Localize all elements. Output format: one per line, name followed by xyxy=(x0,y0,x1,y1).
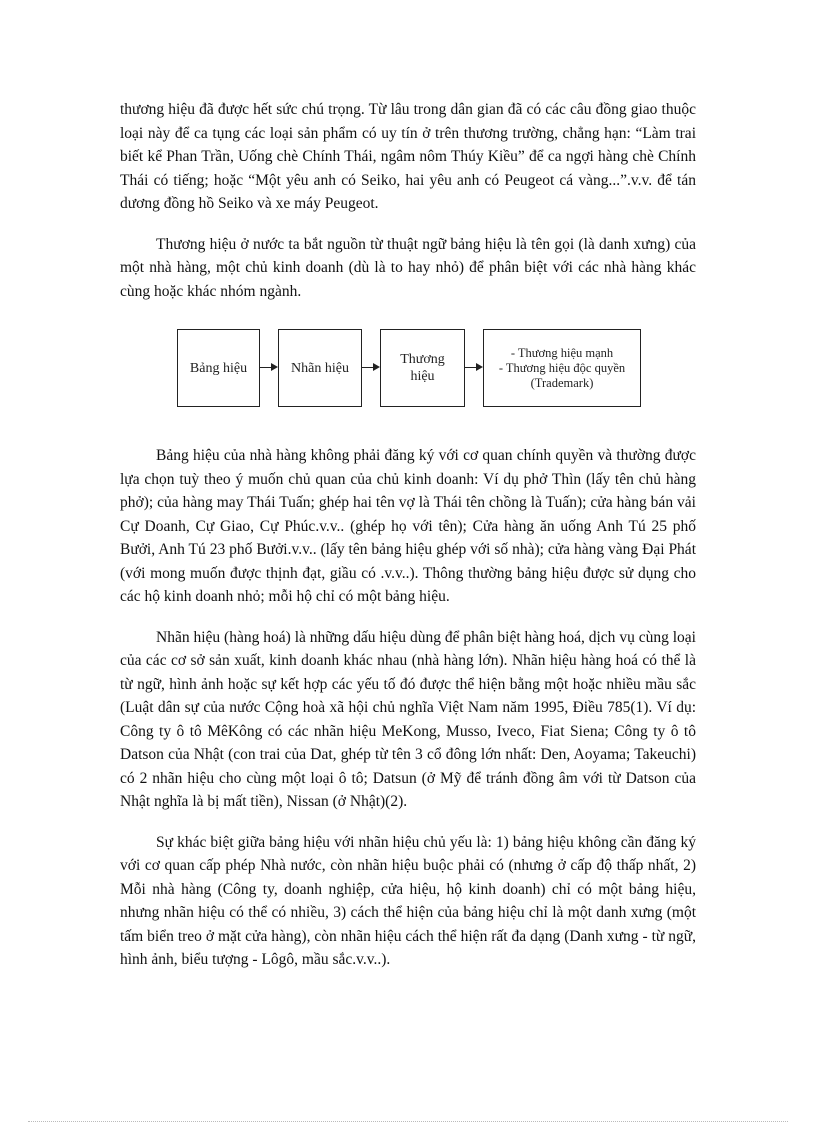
diagram-box-bang-hieu: Bảng hiệu xyxy=(177,329,260,407)
diagram-box-thuong-hieu: Thương hiệu xyxy=(380,329,465,407)
trademark-line-strong: - Thương hiệu mạnh xyxy=(510,345,614,360)
arrow-right-icon xyxy=(260,367,276,368)
diagram-box-nhan-hieu: Nhãn hiệu xyxy=(278,329,362,407)
trademark-line-label: (Trademark) xyxy=(530,375,594,390)
arrow-right-icon xyxy=(362,367,378,368)
trademark-line-exclusive: - Thương hiệu độc quyền xyxy=(498,360,626,375)
paragraph-intro: thương hiệu đã được hết sức chú trọng. Từ lâu trong dân gian đã có các câu đồng giao thuộc loại này để ca tụng các loại sản phẩm có uy tín ở trên thương trường, chẳng hạn: “Làm trai biết kể Phan Trần, Uống chè Chính Thái, ngâm nôm Thúy Kiều” để ca ngợi hàng chè Chính Thái có tiếng; hoặc “Một yêu anh có Seiko, hai yêu anh có Peugeot cá vàng...”.v.v. để tán dương đồng hồ Seiko và xe máy Peugeot. xyxy=(120,101,696,212)
paragraph-difference: Sự khác biệt giữa bảng hiệu với nhãn hiệu chủ yếu là: 1) bảng hiệu không cần đăng ký với cơ quan cấp phép Nhà nước, còn nhãn hiệu buộc phải có (nhưng ở cấp độ thấp nhất, 2) Mỗi nhà hàng (Công ty, doanh nghiệp, cửa hiệu, hộ kinh doanh) chỉ có một bảng hiệu, nhưng nhãn hiệu có thể có nhiều, 3) cách thể hiện của bảng hiệu chỉ là một danh xưng (một tấm biển treo ở mặt cửa hàng), còn nhãn hiệu cách thể hiện rất đa dạng (Danh xưng - từ ngữ, hình ảnh, biểu tượng - Lôgô, mầu sắc.v.v..). xyxy=(120,833,696,968)
document-page xyxy=(120,98,696,989)
page-bottom-divider xyxy=(28,1121,788,1122)
brand-flow-diagram xyxy=(120,320,696,420)
paragraph-bang-hieu: Bảng hiệu của nhà hàng không phải đăng ký với cơ quan chính quyền và thường được lựa chọn tuỳ theo ý muốn chủ quan của chủ kinh doanh: Ví dụ phở Thìn (lấy tên chủ hàng phở); của hàng may Thái Tuấn; ghép hai tên vợ là Thái tên chồng là Tuấn); cửa hàng bán vải Cự Doanh, Cự Giao, Cự Phúc.v.v.. (ghép họ với tên); Cửa hàng ăn uống Anh Tú 25 phố Bưởi, Anh Tú 23 phố Bưởi.v.v.. (lấy tên bảng hiệu ghép với số nhà); cửa hàng vàng Đại Phát (với mong muốn được thịnh đạt, giầu có .v.v..). Thông thường bảng hiệu được sử dụng cho các hộ kinh doanh nhỏ; mỗi hộ chỉ có một bảng hiệu. xyxy=(120,447,696,605)
paragraph-origin: Thương hiệu ở nước ta bắt nguồn từ thuật ngữ bảng hiệu là tên gọi (là danh xưng) của một nhà hàng, một chủ kinh doanh (dù là to hay nhỏ) để phân biệt với các nhà hàng khác cùng hoặc khác nhóm ngành. xyxy=(120,235,696,300)
arrow-right-icon xyxy=(465,367,481,368)
diagram-box-trademark xyxy=(483,329,641,407)
paragraph-nhan-hieu: Nhãn hiệu (hàng hoá) là những dấu hiệu dùng để phân biệt hàng hoá, dịch vụ cùng loại của các cơ sở sản xuất, kinh doanh khác nhau (nhà hàng lớn). Nhãn hiệu hàng hoá có thể là từ ngữ, hình ảnh hoặc sự kết hợp các yếu tố đó được thể hiện bằng một hoặc nhiều mầu sắc (Luật dân sự của nước Cộng hoà xã hội chủ nghĩa Việt Nam năm 1995, Điều 785(1). Ví dụ: Công ty ô tô MêKông có các nhãn hiệu MeKong, Musso, Iveco, Fiat Siena; Công ty ô tô Datson của Nhật (con trai của Dat, ghép từ tên 3 cổ đông lớn nhất: Den, Aoyama; Takeuchi) có 2 nhãn hiệu cho cùng một loại ô tô; Datsun (ở Mỹ để tránh đồng âm với từ Datson của Nhật nghĩa là bị mất tiền), Nissan (ở Nhật)(2). xyxy=(120,628,696,810)
